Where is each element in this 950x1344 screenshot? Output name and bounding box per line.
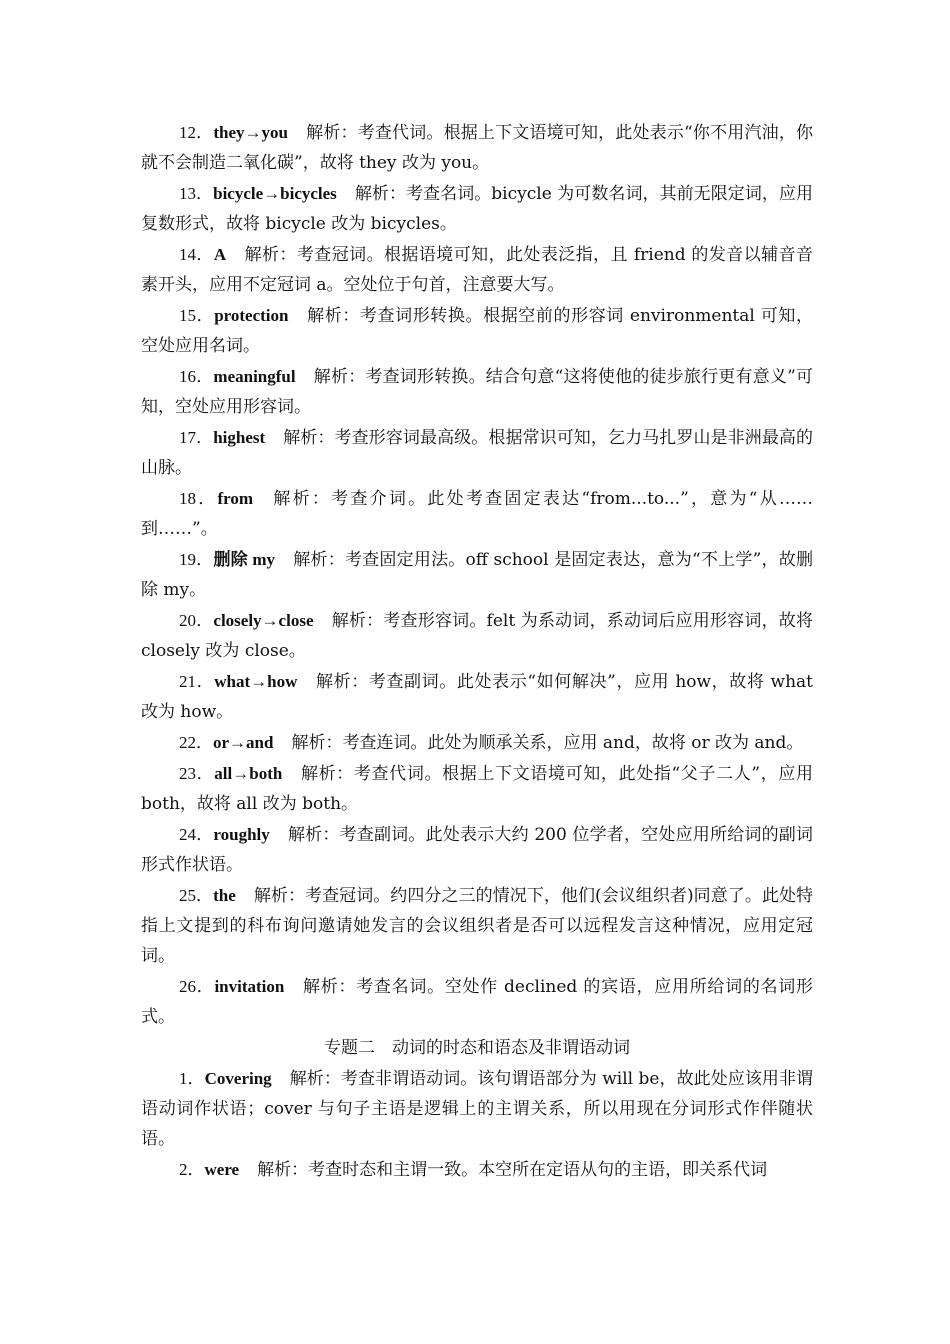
item-number: 18． bbox=[179, 489, 218, 508]
item-number: 16． bbox=[179, 367, 214, 386]
item-answer: were bbox=[204, 1160, 240, 1179]
answer-item bbox=[141, 972, 813, 1032]
item-number: 17． bbox=[179, 428, 214, 447]
item-answer: they→you bbox=[213, 123, 288, 142]
answer-item bbox=[141, 667, 813, 727]
item-answer: invitation bbox=[214, 977, 285, 996]
answer-sheet bbox=[141, 118, 813, 1186]
item-answer: bicycle→bicycles bbox=[213, 184, 337, 203]
item-number: 25． bbox=[179, 886, 214, 905]
answer-item bbox=[141, 179, 813, 239]
item-answer: all→both bbox=[214, 764, 283, 783]
item-number: 21． bbox=[179, 672, 215, 691]
answer-item bbox=[141, 362, 813, 422]
item-number: 26． bbox=[179, 977, 215, 996]
item-explanation: 解析：考查名词。bicycle 为可数名词，其前无限定词，应用复数形式，故将 bicycle 改为 bicycles。 bbox=[141, 184, 813, 234]
item-explanation: 解析：考查名词。空处作 declined 的宾语，应用所给词的名词形式。 bbox=[141, 977, 813, 1027]
item-number: 15． bbox=[179, 306, 215, 325]
item-explanation: 解析：考查形容词。felt 为系动词，系动词后应用形容词，故将 closely 改为 close。 bbox=[141, 611, 813, 661]
item-answer: Covering bbox=[204, 1069, 272, 1088]
item-explanation: 解析：考查冠词。根据语境可知，此处表泛指，且 friend 的发音以辅音音素开头，应用不定冠词 a。空处位于句首，注意要大写。 bbox=[141, 245, 813, 295]
item-explanation: 解析：考查形容词最高级。根据常识可知，乞力马扎罗山是非洲最高的山脉。 bbox=[141, 428, 814, 478]
item-answer: highest bbox=[213, 428, 266, 447]
item-number: 2． bbox=[179, 1160, 205, 1179]
item-answer: what→how bbox=[214, 672, 298, 691]
answer-item bbox=[141, 728, 813, 758]
answer-item bbox=[141, 820, 813, 880]
item-answer: 删除 my bbox=[213, 550, 276, 569]
answer-item bbox=[141, 545, 813, 605]
item-explanation: 解析：考查副词。此处表示大约 200 位学者，空处应用所给词的副词形式作状语。 bbox=[141, 825, 813, 875]
answer-list-part1 bbox=[141, 118, 813, 1032]
answer-item bbox=[141, 240, 813, 300]
answer-item bbox=[141, 881, 813, 971]
item-number: 24． bbox=[179, 825, 214, 844]
item-number: 13． bbox=[179, 184, 214, 203]
item-answer: closely→close bbox=[213, 611, 314, 630]
item-number: 19． bbox=[179, 550, 214, 569]
answer-item bbox=[141, 1155, 813, 1185]
item-number: 14． bbox=[179, 245, 214, 264]
item-explanation: 解析：考查介词。此处考查固定表达“from...to...”，意为“从……到……”。 bbox=[141, 489, 813, 539]
item-answer: the bbox=[213, 886, 236, 905]
item-explanation: 解析：考查代词。根据上下文语境可知，此处表示“你不用汽油，你就不会制造二氧化碳”，故将 they 改为 you。 bbox=[141, 123, 813, 173]
section-title: 专题二 动词的时态和语态及非谓语动词 bbox=[324, 1038, 630, 1058]
item-number: 22． bbox=[179, 733, 213, 752]
item-number: 23． bbox=[179, 764, 215, 783]
item-number: 12． bbox=[179, 123, 214, 142]
item-number: 20． bbox=[179, 611, 214, 630]
item-explanation: 解析：考查连词。此处为顺承关系，应用 and，故将 or 改为 and。 bbox=[291, 733, 804, 753]
item-explanation: 解析：考查副词。此处表示“如何解决”，应用 how，故将 what 改为 how。 bbox=[141, 672, 814, 722]
item-explanation: 解析：考查词形转换。结合句意“这将使他的徒步旅行更有意义”可知，空处应用形容词。 bbox=[141, 367, 813, 417]
item-answer: A bbox=[213, 245, 227, 264]
item-answer: meaningful bbox=[213, 367, 296, 386]
answer-list-part2 bbox=[141, 1064, 813, 1185]
item-answer: protection bbox=[214, 306, 289, 325]
item-explanation: 解析：考查时态和主谓一致。本空所在定语从句的主语，即关系代词 bbox=[257, 1160, 768, 1180]
item-explanation: 解析：考查固定用法。off school 是固定表达，意为“不上学”，故删除 my。 bbox=[141, 550, 813, 600]
item-number: 1． bbox=[179, 1069, 205, 1088]
item-answer: from bbox=[217, 489, 254, 508]
answer-item bbox=[141, 118, 813, 178]
answer-item bbox=[141, 423, 813, 483]
answer-item bbox=[141, 1064, 813, 1154]
answer-item bbox=[141, 606, 813, 666]
answer-item bbox=[141, 759, 813, 819]
item-answer: roughly bbox=[213, 825, 270, 844]
answer-item bbox=[141, 301, 813, 361]
item-explanation: 解析：考查非谓语动词。该句谓语部分为 will be，故此处应该用非谓语动词作状语；cover 与句子主语是逻辑上的主谓关系，所以用现在分词形式作伴随状语。 bbox=[141, 1069, 813, 1149]
item-explanation: 解析：考查词形转换。根据空前的形容词 environmental 可知，空处应用名词。 bbox=[141, 306, 814, 356]
answer-item bbox=[141, 484, 813, 544]
item-explanation: 解析：考查冠词。约四分之三的情况下，他们(会议组织者)同意了。此处特指上文提到的科布询问邀请她发言的会议组织者是否可以远程发言这种情况，应用定冠词。 bbox=[141, 886, 814, 966]
item-explanation: 解析：考查代词。根据上下文语境可知，此处指“父子二人”，应用 both，故将 all 改为 both。 bbox=[141, 764, 814, 814]
item-answer: or→and bbox=[213, 733, 274, 752]
